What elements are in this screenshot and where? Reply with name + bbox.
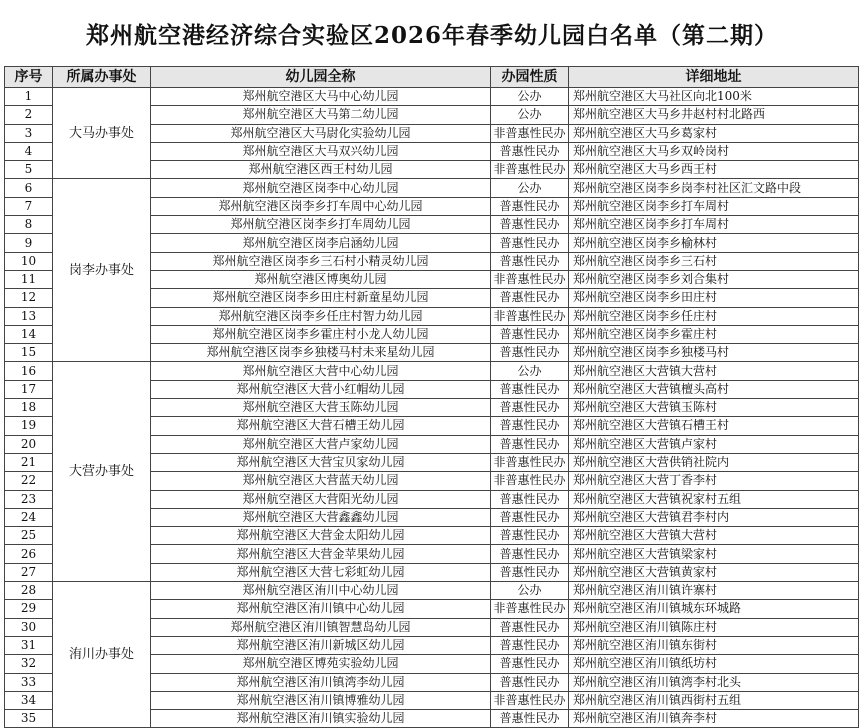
ownership-type: 普惠性民办 [491, 490, 569, 508]
kindergarten-name: 郑州航空港区大营玉陈幼儿园 [151, 399, 491, 417]
row-index: 11 [5, 270, 53, 288]
kindergarten-name: 郑州航空港区博苑实验幼儿园 [151, 655, 491, 673]
address: 郑州航空港区大营镇黄家村 [569, 563, 859, 581]
ownership-type: 普惠性民办 [491, 527, 569, 545]
ownership-type: 非普惠性民办 [491, 691, 569, 709]
address: 郑州航空港区岗李乡任庄村 [569, 307, 859, 325]
kindergarten-name: 郑州航空港区岗李乡田庄村新童星幼儿园 [151, 289, 491, 307]
address: 郑州航空港区大马乡井赵村村北路西 [569, 106, 859, 124]
kindergarten-name: 郑州航空港区大营宝贝家幼儿园 [151, 453, 491, 471]
address: 郑州航空港区大营镇君李村内 [569, 508, 859, 526]
row-index: 23 [5, 490, 53, 508]
kindergarten-name: 郑州航空港区大营鑫鑫幼儿园 [151, 508, 491, 526]
ownership-type: 非普惠性民办 [491, 270, 569, 288]
office-cell: 岗李办事处 [53, 179, 151, 362]
address: 郑州航空港区大营镇檀头高村 [569, 380, 859, 398]
row-index: 34 [5, 691, 53, 709]
row-index: 30 [5, 618, 53, 636]
address: 郑州航空港区大马社区向北100米 [569, 88, 859, 106]
row-index: 18 [5, 399, 53, 417]
kindergarten-name: 郑州航空港区岗李乡打车周幼儿园 [151, 216, 491, 234]
table-row [5, 582, 859, 600]
table-header-row [5, 67, 859, 88]
row-index: 29 [5, 600, 53, 618]
kindergarten-name: 郑州航空港区洧川镇博雅幼儿园 [151, 691, 491, 709]
office-cell: 大马办事处 [53, 88, 151, 179]
address: 郑州航空港区洧川镇东街村 [569, 636, 859, 654]
address: 郑州航空港区大营镇大营村 [569, 527, 859, 545]
kindergarten-name: 郑州航空港区洧川中心幼儿园 [151, 582, 491, 600]
ownership-type: 普惠性民办 [491, 435, 569, 453]
address: 郑州航空港区洧川镇湾李村北头 [569, 673, 859, 691]
row-index: 28 [5, 582, 53, 600]
kindergarten-name: 郑州航空港区大马第二幼儿园 [151, 106, 491, 124]
row-index: 6 [5, 179, 53, 197]
row-index: 33 [5, 673, 53, 691]
ownership-type: 公办 [491, 179, 569, 197]
row-index: 31 [5, 636, 53, 654]
ownership-type: 普惠性民办 [491, 289, 569, 307]
kindergarten-name: 郑州航空港区博奥幼儿园 [151, 270, 491, 288]
ownership-type: 公办 [491, 362, 569, 380]
table-body [5, 88, 859, 728]
address: 郑州航空港区大营镇玉陈村 [569, 399, 859, 417]
address: 郑州航空港区洧川镇许寨村 [569, 582, 859, 600]
ownership-type: 公办 [491, 582, 569, 600]
row-index: 12 [5, 289, 53, 307]
page-title: 郑州航空港经济综合实验区2026年春季幼儿园白名单（第二期） [85, 21, 778, 49]
address: 郑州航空港区岗李乡打车周村 [569, 216, 859, 234]
address: 郑州航空港区洧川镇奔李村 [569, 710, 859, 728]
ownership-type: 普惠性民办 [491, 673, 569, 691]
address: 郑州航空港区大营镇梁家村 [569, 545, 859, 563]
ownership-type: 普惠性民办 [491, 417, 569, 435]
address: 郑州航空港区大马乡葛家村 [569, 124, 859, 142]
row-index: 15 [5, 344, 53, 362]
address: 郑州航空港区岗李乡榆林村 [569, 234, 859, 252]
kindergarten-name: 郑州航空港区岗李启涵幼儿园 [151, 234, 491, 252]
ownership-type: 普惠性民办 [491, 234, 569, 252]
ownership-type: 普惠性民办 [491, 325, 569, 343]
kindergarten-name: 郑州航空港区大营中心幼儿园 [151, 362, 491, 380]
address: 郑州航空港区大营镇石槽王村 [569, 417, 859, 435]
address: 郑州航空港区洧川镇陈庄村 [569, 618, 859, 636]
kindergarten-name: 郑州航空港区岗李乡三石村小精灵幼儿园 [151, 252, 491, 270]
kindergarten-name: 郑州航空港区洧川镇智慧岛幼儿园 [151, 618, 491, 636]
ownership-type: 普惠性民办 [491, 216, 569, 234]
kindergarten-name: 郑州航空港区岗李乡任庄村智力幼儿园 [151, 307, 491, 325]
row-index: 10 [5, 252, 53, 270]
kindergarten-name: 郑州航空港区岗李乡独楼马村未来星幼儿园 [151, 344, 491, 362]
row-index: 35 [5, 710, 53, 728]
ownership-type: 普惠性民办 [491, 344, 569, 362]
kindergarten-name: 郑州航空港区岗李乡霍庄村小龙人幼儿园 [151, 325, 491, 343]
kindergarten-name: 郑州航空港区大马双兴幼儿园 [151, 142, 491, 160]
address: 郑州航空港区大营丁香李村 [569, 472, 859, 490]
header-name: 幼儿园全称 [151, 67, 491, 88]
address: 郑州航空港区岗李乡独楼马村 [569, 344, 859, 362]
row-index: 5 [5, 161, 53, 179]
header-index: 序号 [5, 67, 53, 88]
address: 郑州航空港区岗李乡三石村 [569, 252, 859, 270]
address: 郑州航空港区岗李乡刘合集村 [569, 270, 859, 288]
ownership-type: 非普惠性民办 [491, 472, 569, 490]
row-index: 14 [5, 325, 53, 343]
row-index: 9 [5, 234, 53, 252]
address: 郑州航空港区大营镇大营村 [569, 362, 859, 380]
kindergarten-name: 郑州航空港区洧川镇中心幼儿园 [151, 600, 491, 618]
ownership-type: 普惠性民办 [491, 399, 569, 417]
row-index: 26 [5, 545, 53, 563]
address: 郑州航空港区大马乡西王村 [569, 161, 859, 179]
address: 郑州航空港区岗李乡岗李村社区汇文路中段 [569, 179, 859, 197]
ownership-type: 普惠性民办 [491, 636, 569, 654]
kindergarten-name: 郑州航空港区大马中心幼儿园 [151, 88, 491, 106]
ownership-type: 普惠性民办 [491, 197, 569, 215]
row-index: 27 [5, 563, 53, 581]
ownership-type: 非普惠性民办 [491, 124, 569, 142]
header-address: 详细地址 [569, 67, 859, 88]
kindergarten-name: 郑州航空港区大营小红帽幼儿园 [151, 380, 491, 398]
ownership-type: 普惠性民办 [491, 655, 569, 673]
ownership-type: 普惠性民办 [491, 142, 569, 160]
ownership-type: 普惠性民办 [491, 252, 569, 270]
ownership-type: 普惠性民办 [491, 508, 569, 526]
row-index: 32 [5, 655, 53, 673]
kindergarten-name: 郑州航空港区大营金苹果幼儿园 [151, 545, 491, 563]
address: 郑州航空港区大营镇祝家村五组 [569, 490, 859, 508]
address: 郑州航空港区洧川镇纸坊村 [569, 655, 859, 673]
kindergarten-name: 郑州航空港区大马尉化实验幼儿园 [151, 124, 491, 142]
table-row [5, 362, 859, 380]
address: 郑州航空港区岗李乡霍庄村 [569, 325, 859, 343]
row-index: 25 [5, 527, 53, 545]
kindergarten-name: 郑州航空港区大营七彩虹幼儿园 [151, 563, 491, 581]
row-index: 20 [5, 435, 53, 453]
ownership-type: 非普惠性民办 [491, 453, 569, 471]
row-index: 1 [5, 88, 53, 106]
kindergarten-name: 郑州航空港区洧川镇实验幼儿园 [151, 710, 491, 728]
ownership-type: 公办 [491, 106, 569, 124]
kindergarten-name: 郑州航空港区大营石槽王幼儿园 [151, 417, 491, 435]
address: 郑州航空港区大马乡双岭岗村 [569, 142, 859, 160]
ownership-type: 非普惠性民办 [491, 161, 569, 179]
ownership-type: 普惠性民办 [491, 563, 569, 581]
address: 郑州航空港区岗李乡田庄村 [569, 289, 859, 307]
address: 郑州航空港区洧川镇城东环城路 [569, 600, 859, 618]
row-index: 8 [5, 216, 53, 234]
ownership-type: 普惠性民办 [491, 618, 569, 636]
kindergarten-name: 郑州航空港区大营阳光幼儿园 [151, 490, 491, 508]
row-index: 21 [5, 453, 53, 471]
row-index: 19 [5, 417, 53, 435]
header-office: 所属办事处 [53, 67, 151, 88]
address: 郑州航空港区岗李乡打车周村 [569, 197, 859, 215]
row-index: 7 [5, 197, 53, 215]
kindergarten-name: 郑州航空港区洧川镇湾李幼儿园 [151, 673, 491, 691]
office-cell: 洧川办事处 [53, 582, 151, 728]
ownership-type: 普惠性民办 [491, 380, 569, 398]
address: 郑州航空港区洧川镇西街村五组 [569, 691, 859, 709]
row-index: 22 [5, 472, 53, 490]
kindergarten-name: 郑州航空港区洧川新城区幼儿园 [151, 636, 491, 654]
kindergarten-name: 郑州航空港区岗李乡打车周中心幼儿园 [151, 197, 491, 215]
header-type: 办园性质 [491, 67, 569, 88]
table-row [5, 179, 859, 197]
row-index: 3 [5, 124, 53, 142]
kindergarten-name: 郑州航空港区西王村幼儿园 [151, 161, 491, 179]
ownership-type: 公办 [491, 88, 569, 106]
address: 郑州航空港区大营供销社院内 [569, 453, 859, 471]
kindergarten-name: 郑州航空港区大营卢家幼儿园 [151, 435, 491, 453]
row-index: 4 [5, 142, 53, 160]
ownership-type: 普惠性民办 [491, 710, 569, 728]
row-index: 13 [5, 307, 53, 325]
table-row [5, 88, 859, 106]
office-cell: 大营办事处 [53, 362, 151, 582]
ownership-type: 非普惠性民办 [491, 600, 569, 618]
row-index: 16 [5, 362, 53, 380]
address: 郑州航空港区大营镇卢家村 [569, 435, 859, 453]
kindergarten-name: 郑州航空港区大营金太阳幼儿园 [151, 527, 491, 545]
ownership-type: 普惠性民办 [491, 545, 569, 563]
kindergarten-name: 郑州航空港区大营蓝天幼儿园 [151, 472, 491, 490]
row-index: 2 [5, 106, 53, 124]
row-index: 17 [5, 380, 53, 398]
ownership-type: 非普惠性民办 [491, 307, 569, 325]
kindergarten-name: 郑州航空港区岗李中心幼儿园 [151, 179, 491, 197]
kindergarten-table [4, 66, 859, 728]
row-index: 24 [5, 508, 53, 526]
